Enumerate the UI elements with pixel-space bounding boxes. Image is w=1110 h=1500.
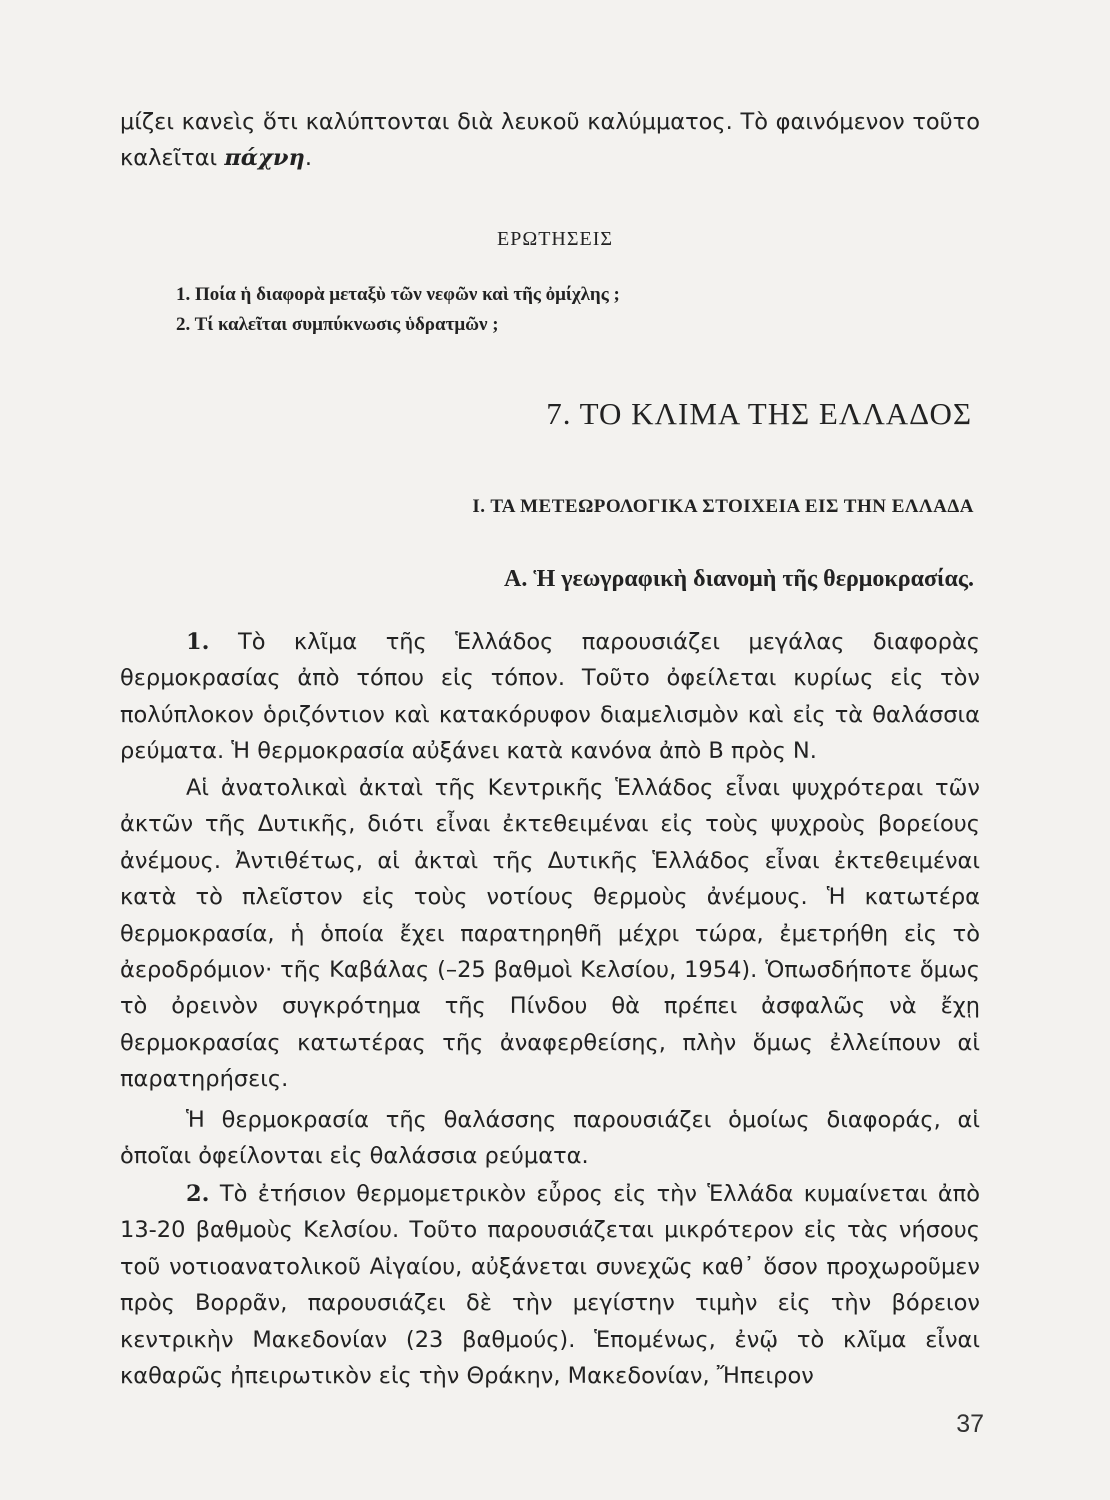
paragraph-4-text: Τὸ ἐτήσιον θερμομετρικὸν εὖρος εἰς τὴν Ἑλλάδα κυμαίνεται ἀπὸ 13-20 βαθμοὺς Κελσίου. Τοῦτο παρουσιάζεται μικρότερον εἰς τὰς νήσους τοῦ νοτιοανατολικοῦ Αἰγαίου, αὐξάνεται συνεχῶς καθ᾽ ὅσον προχωροῦμεν πρὸς Βορρᾶν, παρουσιάζει δὲ τὴν μεγίστην τιμὴν εἰς τὴν βόρειον κεντρικὴν Μακεδονίαν (23 βαθμούς). Ἑπομένως, ἐνῷ τὸ κλῖμα εἶναι καθαρῶς ἠπειρωτικὸν εἰς τὴν Θράκην, Μακεδονίαν, Ἤπειρον xyxy=(120,1181,980,1390)
questions-heading: ΕΡΩΤΗΣΕΙΣ xyxy=(496,228,614,250)
paragraph-number: 2. xyxy=(186,1181,210,1207)
intro-paragraph xyxy=(120,104,980,177)
paragraph-2 xyxy=(120,770,980,1098)
question-item: 1. Ποία ἡ διαφορὰ μεταξὺ τῶν νεφῶν καὶ τῆς ὀμίχλης ; xyxy=(176,284,620,305)
subsection-title: Α. Ἡ γεωγραφικὴ διανομὴ τῆς θερμοκρασίας. xyxy=(504,566,974,592)
intro-text: μίζει κανεὶς ὅτι καλύπτονται διὰ λευκοῦ καλύμματος. Τὸ φαινόμενον τοῦτο καλεῖται xyxy=(120,109,980,172)
question-item: 2. Τί καλεῖται συμπύκνωσις ὑδρατμῶν ; xyxy=(176,314,499,335)
chapter-title: 7. ΤΟ ΚΛΙΜΑ ΤΗΣ ΕΛΛΑΔΟΣ xyxy=(546,396,972,431)
intro-period: . xyxy=(304,145,313,172)
paragraph-1 xyxy=(120,624,980,770)
paragraph-4 xyxy=(120,1176,980,1394)
page-number: 37 xyxy=(956,1410,984,1438)
section-title: Ι. ΤΑ ΜΕΤΕΩΡΟΛΟΓΙΚΑ ΣΤΟΙΧΕΙΑ ΕΙΣ ΤΗΝ ΕΛΛΑΔΑ xyxy=(472,496,974,517)
paragraph-number: 1. xyxy=(186,629,210,655)
paragraph-1-text: Τὸ κλῖμα τῆς Ἑλλάδος παρουσιάζει μεγάλας διαφορὰς θερμοκρασίας ἀπὸ τόπου εἰς τόπον. Τοῦτο ὀφείλεται κυρίως εἰς τὸν πολύπλοκον ὁριζόντιον καὶ κατακόρυφον διαμελισμὸν καὶ εἰς τὰ θαλάσσια ρεύματα. Ἡ θερμοκρασία αὐξάνει κατὰ κανόνα ἀπὸ Β πρὸς Ν. xyxy=(120,629,980,765)
paragraph-3 xyxy=(120,1102,980,1175)
intro-term: πάχνη xyxy=(224,145,305,172)
paragraph-3-text: Ἡ θερμοκρασία τῆς θαλάσσης παρουσιάζει ὁμοίως διαφοράς, αἱ ὁποῖαι ὀφείλονται εἰς θαλάσσια ρεύματα. xyxy=(120,1107,980,1170)
paragraph-2-text: Αἱ ἀνατολικαὶ ἀκταὶ τῆς Κεντρικῆς Ἑλλάδος εἶναι ψυχρότεραι τῶν ἀκτῶν τῆς Δυτικῆς, διότι εἶναι ἐκτεθειμέναι εἰς τοὺς ψυχροὺς βορείους ἀνέμους. Ἀντιθέτως, αἱ ἀκταὶ τῆς Δυτικῆς Ἑλλάδος εἶναι ἐκτεθειμέναι κατὰ τὸ πλεῖστον εἰς τοὺς νοτίους θερμοὺς ἀνέμους. Ἡ κατωτέρα θερμοκρασία, ἡ ὁποία ἔχει παρατηρηθῆ μέχρι τώρα, ἐμετρήθη εἰς τὸ ἀεροδρόμιον· τῆς Καβάλας (–25 βαθμοὶ Κελσίου, 1954). Ὁπωσδήποτε ὅμως τὸ ὀρεινὸν συγκρότημα τῆς Πίνδου θὰ πρέπει ἀσφαλῶς νὰ ἔχῃ θερμοκρασίας κατωτέρας τῆς ἀναφερθείσης, πλὴν ὅμως ἐλλείπουν αἱ παρατηρήσεις. xyxy=(120,775,980,1093)
